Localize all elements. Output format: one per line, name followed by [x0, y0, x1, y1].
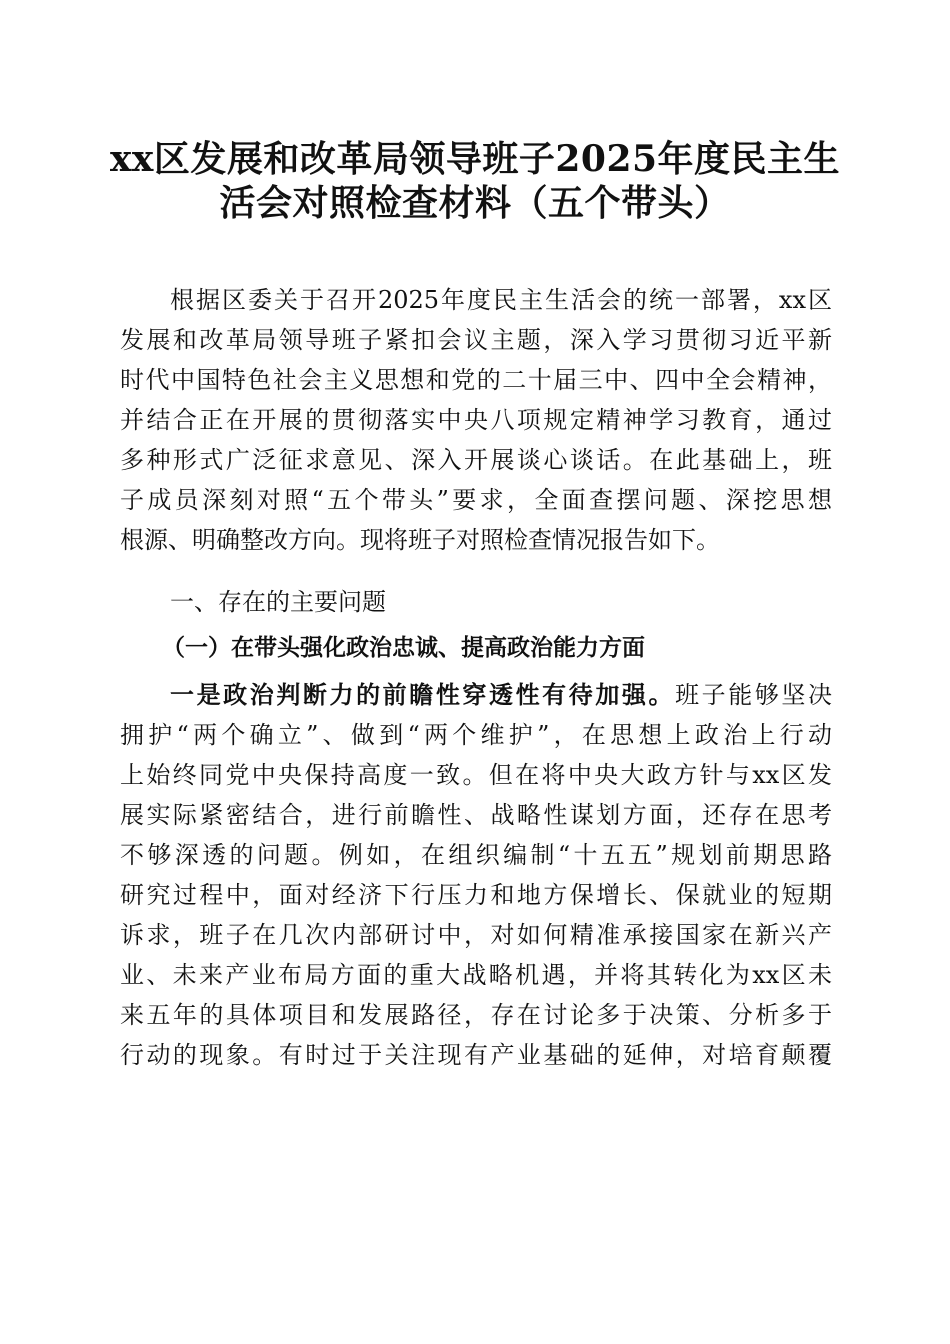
point-paragraph-line: 展实际紧密结合，进行前瞻性、战略性谋划方面，还存在思考: [120, 801, 832, 829]
intro-paragraph-line: 多种形式广泛征求意见、深入开展谈心谈话。在此基础上，班: [120, 446, 832, 474]
intro-paragraph-line: 发展和改革局领导班子紧扣会议主题，深入学习贯彻习近平新: [120, 326, 832, 354]
document-title-line-2: 活会对照检查材料（五个带头）: [219, 182, 731, 224]
intro-paragraph-line: 子成员深刻对照“五个带头”要求，全面查摆问题、深挖思想: [120, 486, 832, 514]
point-paragraph-line: 不够深透的问题。例如，在组织编制“十五五”规划前期思路: [120, 841, 832, 869]
intro-paragraph-line: 时代中国特色社会主义思想和党的二十届三中、四中全会精神，: [120, 366, 832, 394]
intro-paragraph-line: 并结合正在开展的贯彻落实中央八项规定精神学习教育，通过: [120, 406, 832, 434]
point-paragraph-line: 研究过程中，面对经济下行压力和地方保增长、保就业的短期: [120, 881, 832, 909]
point-paragraph-line: 上始终同党中央保持高度一致。但在将中央大政方针与xx区发: [120, 761, 832, 789]
subsection-heading: （一）在带头强化政治忠诚、提高政治能力方面: [162, 634, 645, 661]
intro-paragraph-line: 根源、明确整改方向。现将班子对照检查情况报告如下。: [120, 526, 720, 554]
point-paragraph-line: 业、未来产业布局方面的重大战略机遇，并将其转化为xx区未: [120, 961, 832, 989]
point-paragraph-line: 诉求，班子在几次内部研讨中，对如何精准承接国家在新兴产: [120, 921, 832, 949]
document-title-line-1: xx区发展和改革局领导班子2025年度民主生: [109, 138, 841, 180]
point-lead-rest: 班子能够坚决: [675, 681, 833, 709]
point-paragraph-line: 行动的现象。有时过于关注现有产业基础的延伸，对培育颠覆: [120, 1041, 832, 1069]
section-heading: 一、存在的主要问题: [170, 588, 386, 616]
point-lead-sentence: 一是政治判断力的前瞻性穿透性有待加强。: [170, 680, 676, 709]
intro-paragraph-line: 根据区委关于召开2025年度民主生活会的统一部署，xx区: [170, 286, 832, 314]
point-paragraph-first-line: [170, 679, 832, 711]
point-paragraph-line: 拥护“两个确立”、做到“两个维护”，在思想上政治上行动: [120, 721, 832, 749]
point-paragraph-line: 来五年的具体项目和发展路径，存在讨论多于决策、分析多于: [120, 1001, 832, 1029]
